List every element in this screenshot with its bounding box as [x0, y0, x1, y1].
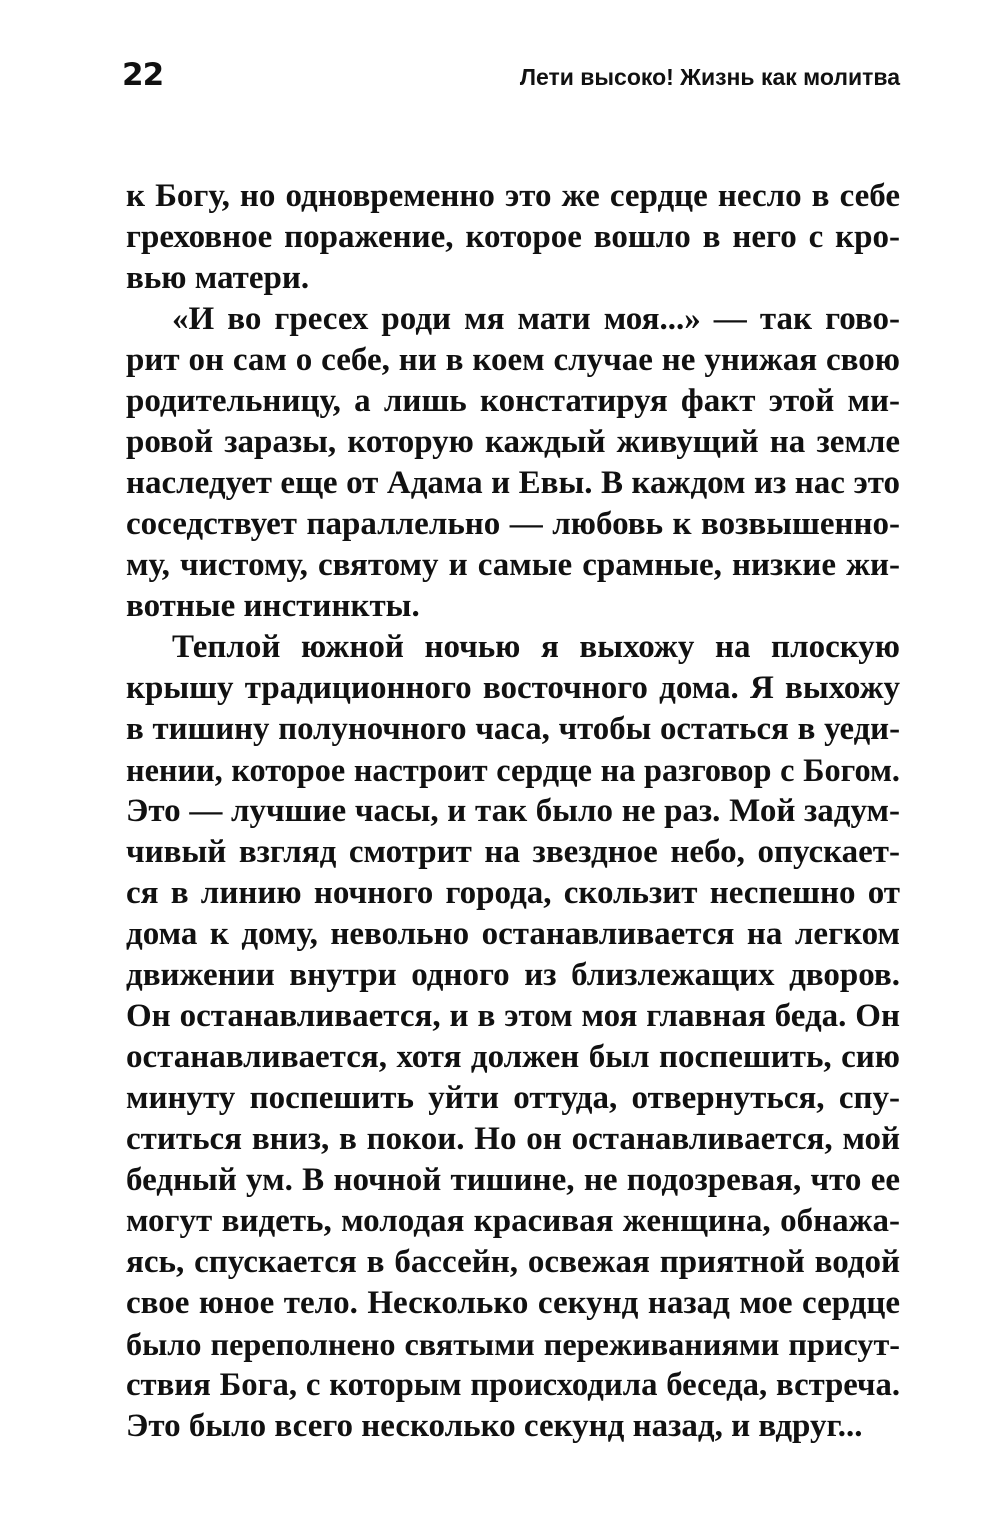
- text-line: чивый взгляд смотрит на звездное небо, опускает-: [126, 834, 900, 870]
- text-line: греховное поражение, которое вошло в него с кро-: [126, 219, 900, 255]
- text-line: му, чистому, святому и самые срамные, низкие жи-: [126, 547, 900, 583]
- text-line: свое юное тело. Несколько секунд назад мое сердце: [126, 1285, 900, 1321]
- text-line: «И во гресех роди мя мати моя...» — так гово-: [172, 301, 900, 337]
- text-line: Он останавливается, и в этом моя главная беда. Он: [126, 998, 900, 1034]
- text-line: ясь, спускается в бассейн, освежая приятной водой: [126, 1244, 900, 1280]
- body-text: [126, 176, 900, 1447]
- text-line: нении, которое настроит сердце на разговор с Богом.: [126, 752, 900, 788]
- text-line: могут видеть, молодая красивая женщина, обнажа-: [126, 1203, 900, 1239]
- text-line: дома к дому, невольно останавливается на легком: [126, 916, 900, 952]
- text-line: родительницу, а лишь констатируя факт этой ми-: [126, 383, 900, 419]
- text-line: соседствует параллельно — любовь к возвышенно-: [126, 506, 900, 542]
- text-line: ститься вниз, в покои. Но он останавливается, мой: [126, 1121, 900, 1157]
- text-line: наследует еще от Адама и Евы. В каждом из нас это: [126, 465, 900, 501]
- text-line: было переполнено святыми переживаниями присут-: [126, 1326, 900, 1362]
- text-line: останавливается, хотя должен был поспешить, сию: [126, 1039, 900, 1075]
- text-line: к Богу, но одновременно это же сердце несло в себе: [126, 178, 900, 214]
- text-line: ровой заразы, которую каждый живущий на земле: [126, 424, 900, 460]
- text-line: вью матери.: [126, 260, 310, 296]
- text-line: минуту поспешить уйти оттуда, отвернуться, спу-: [126, 1080, 900, 1116]
- text-line: рит он сам о себе, ни в коем случае не унижая свою: [126, 342, 900, 378]
- text-line: Это — лучшие часы, и так было не раз. Мой задум-: [126, 793, 900, 829]
- text-line: бедный ум. В ночной тишине, не подозревая, что ее: [126, 1162, 900, 1198]
- text-line: вотные инстинкты.: [126, 588, 420, 624]
- text-line: движении внутри одного из близлежащих дворов.: [126, 957, 900, 993]
- text-line: ся в линию ночного города, скользит неспешно от: [126, 875, 900, 911]
- running-title: Лети высоко! Жизнь как молитва: [519, 64, 900, 90]
- text-line: Теплой южной ночью я выхожу на плоскую: [172, 629, 900, 665]
- page-number: 22: [122, 57, 164, 93]
- page-header: [122, 58, 900, 98]
- text-line: ствия Бога, с которым происходила беседа, встреча.: [126, 1367, 900, 1403]
- text-line: в тишину полуночного часа, чтобы остаться в уеди-: [126, 711, 900, 747]
- text-line: Это было всего несколько секунд назад, и вдруг...: [126, 1408, 863, 1444]
- text-line: крышу традиционного восточного дома. Я выхожу: [126, 670, 900, 706]
